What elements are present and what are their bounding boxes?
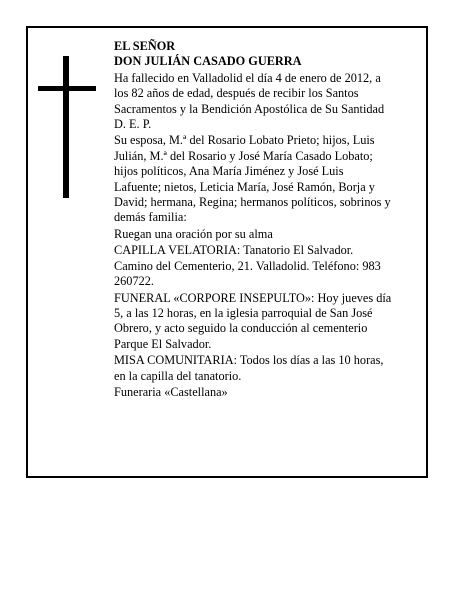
text-line: Sacramentos y la Bendición Apostólica de Su Santidad: [114, 101, 385, 116]
text-line: Camino del Cementerio, 21. Valladolid. Teléfono: 983: [114, 258, 381, 273]
prayer-request-paragraph: [114, 227, 426, 242]
text-line: Su esposa, M.ª del Rosario Lobato Prieto; hijos, Luis: [114, 133, 375, 148]
text-line: Parque El Salvador.: [114, 336, 212, 351]
funeral-home-paragraph: [114, 385, 426, 400]
text-line: hijos políticos, Ana María Jiménez y José Luis: [114, 164, 344, 179]
text-line: en la capilla del tanatorio.: [114, 368, 242, 383]
deceased-name: DON JULIÁN CASADO GUERRA: [114, 54, 302, 69]
wake-chapel-paragraph: [114, 243, 426, 289]
text-line: Ruegan una oración por su alma: [114, 226, 273, 241]
text-line: Lafuente; nietos, Leticia María, José Ramón, Borja y: [114, 179, 375, 194]
text-line: Ha fallecido en Valladolid el día 4 de enero de 2012, a: [114, 70, 381, 85]
text-line: 5, a las 12 horas, en la iglesia parroquial de San José: [114, 305, 373, 320]
obituary-text: [114, 39, 426, 400]
community-mass-paragraph: [114, 353, 426, 384]
text-line: D. E. P.: [114, 117, 152, 132]
cross-icon: [38, 56, 96, 198]
text-line: FUNERAL «CORPORE INSEPULTO»: Hoy jueves día: [114, 290, 392, 305]
text-line: los 82 años de edad, después de recibir los Santos: [114, 86, 359, 101]
family-paragraph: [114, 133, 426, 225]
death-announcement-paragraph: [114, 71, 426, 133]
cross-horizontal-bar: [38, 86, 96, 91]
funeral-paragraph: [114, 291, 426, 353]
text-line: 260722.: [114, 274, 154, 289]
text-line: demás familia:: [114, 210, 187, 225]
text-line: CAPILLA VELATORIA: Tanatorio El Salvador.: [114, 243, 354, 258]
text-line: Obrero, y acto seguido la conducción al cementerio: [114, 321, 368, 336]
text-line: Funeraria «Castellana»: [114, 384, 228, 399]
cross-vertical-bar: [63, 56, 69, 198]
heading-title: EL SEÑOR: [114, 39, 176, 53]
text-line: Julián, M.ª del Rosario y José María Casado Lobato;: [114, 148, 373, 163]
text-line: MISA COMUNITARIA: Todos los días a las 10 horas,: [114, 353, 384, 368]
text-line: David; hermana, Regina; hermanos políticos, sobrinos y: [114, 195, 391, 210]
